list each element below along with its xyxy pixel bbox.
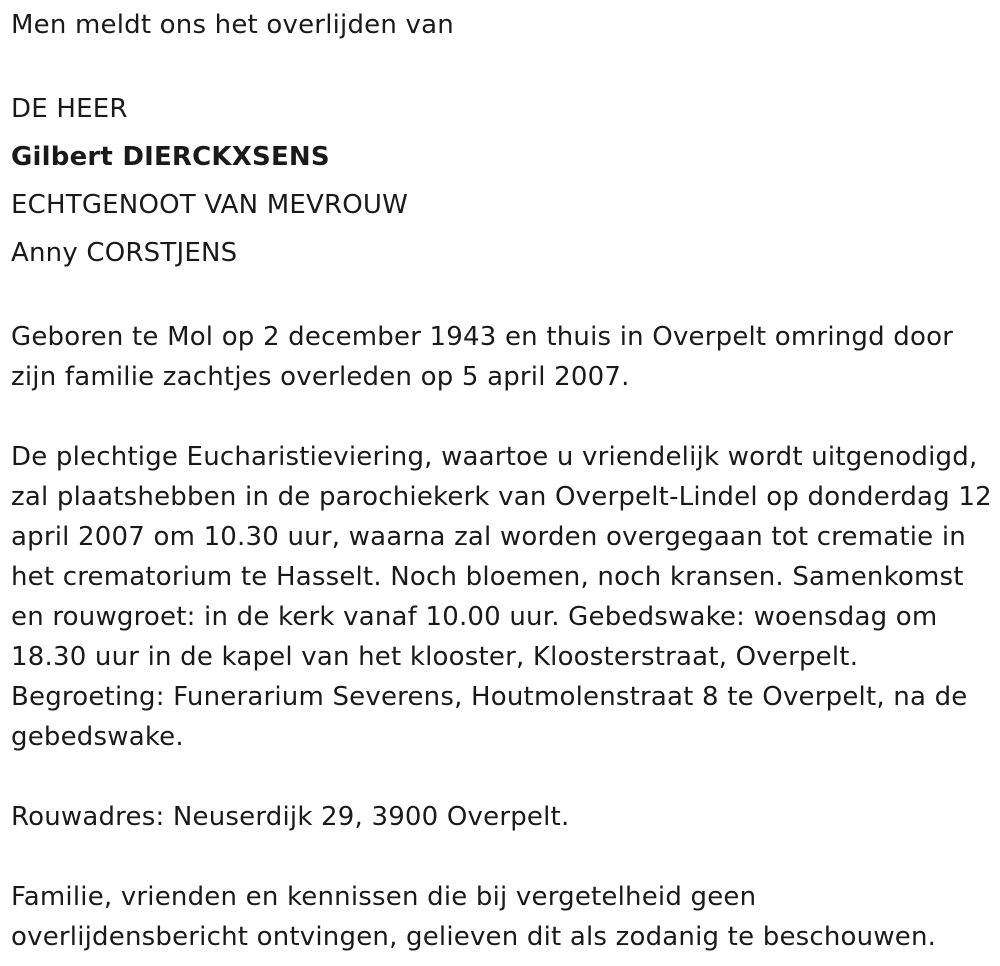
paragraph-line: Begroeting: Funerarium Severens, Houtmolenstraat 8 te Overpelt, na de	[11, 682, 968, 712]
death-notice	[11, 5, 996, 957]
paragraph-line: april 2007 om 10.30 uur, waarna zal worden overgegaan tot crematie in	[11, 522, 966, 552]
paragraph-line: 18.30 uur in de kapel van het klooster, Kloosterstraat, Overpelt.	[11, 642, 859, 672]
closing-paragraph	[11, 877, 996, 957]
paragraph-line: overlijdensbericht ontvingen, gelieven dit als zodanig te beschouwen.	[11, 922, 937, 952]
mourning-address: Rouwadres: Neuserdijk 29, 3900 Overpelt.	[11, 802, 570, 832]
spacer	[11, 397, 996, 437]
spacer	[11, 45, 996, 85]
paragraph-line: De plechtige Eucharistieviering, waartoe u vriendelijk wordt uitgenodigd,	[11, 442, 978, 472]
paragraph-line: het crematorium te Hasselt. Noch bloemen, noch kransen. Samenkomst	[11, 562, 964, 592]
spouse-name: Anny CORSTJENS	[11, 238, 238, 268]
ceremony-paragraph	[11, 437, 996, 757]
birth-death-paragraph	[11, 317, 996, 397]
paragraph-line: Geboren te Mol op 2 december 1943 en thuis in Overpelt omringd door	[11, 322, 954, 352]
deceased-name: Gilbert DIERCKXSENS	[11, 142, 330, 172]
paragraph-line: zijn familie zachtjes overleden op 5 april 2007.	[11, 362, 630, 392]
paragraph-line: en rouwgroet: in de kerk vanaf 10.00 uur. Gebedswake: woensdag om	[11, 602, 938, 632]
relation-text: ECHTGENOOT VAN MEVROUW	[11, 190, 409, 220]
spacer	[11, 757, 996, 797]
paragraph-line: zal plaatshebben in de parochiekerk van Overpelt-Lindel op donderdag 12	[11, 482, 992, 512]
paragraph-line: gebedswake.	[11, 722, 184, 752]
honorific: DE HEER	[11, 94, 128, 124]
address-paragraph	[11, 797, 996, 837]
spacer	[11, 277, 996, 317]
intro-text: Men meldt ons het overlijden van	[11, 10, 454, 40]
spacer	[11, 837, 996, 877]
paragraph-line: Familie, vrienden en kennissen die bij vergetelheid geen	[11, 882, 757, 912]
